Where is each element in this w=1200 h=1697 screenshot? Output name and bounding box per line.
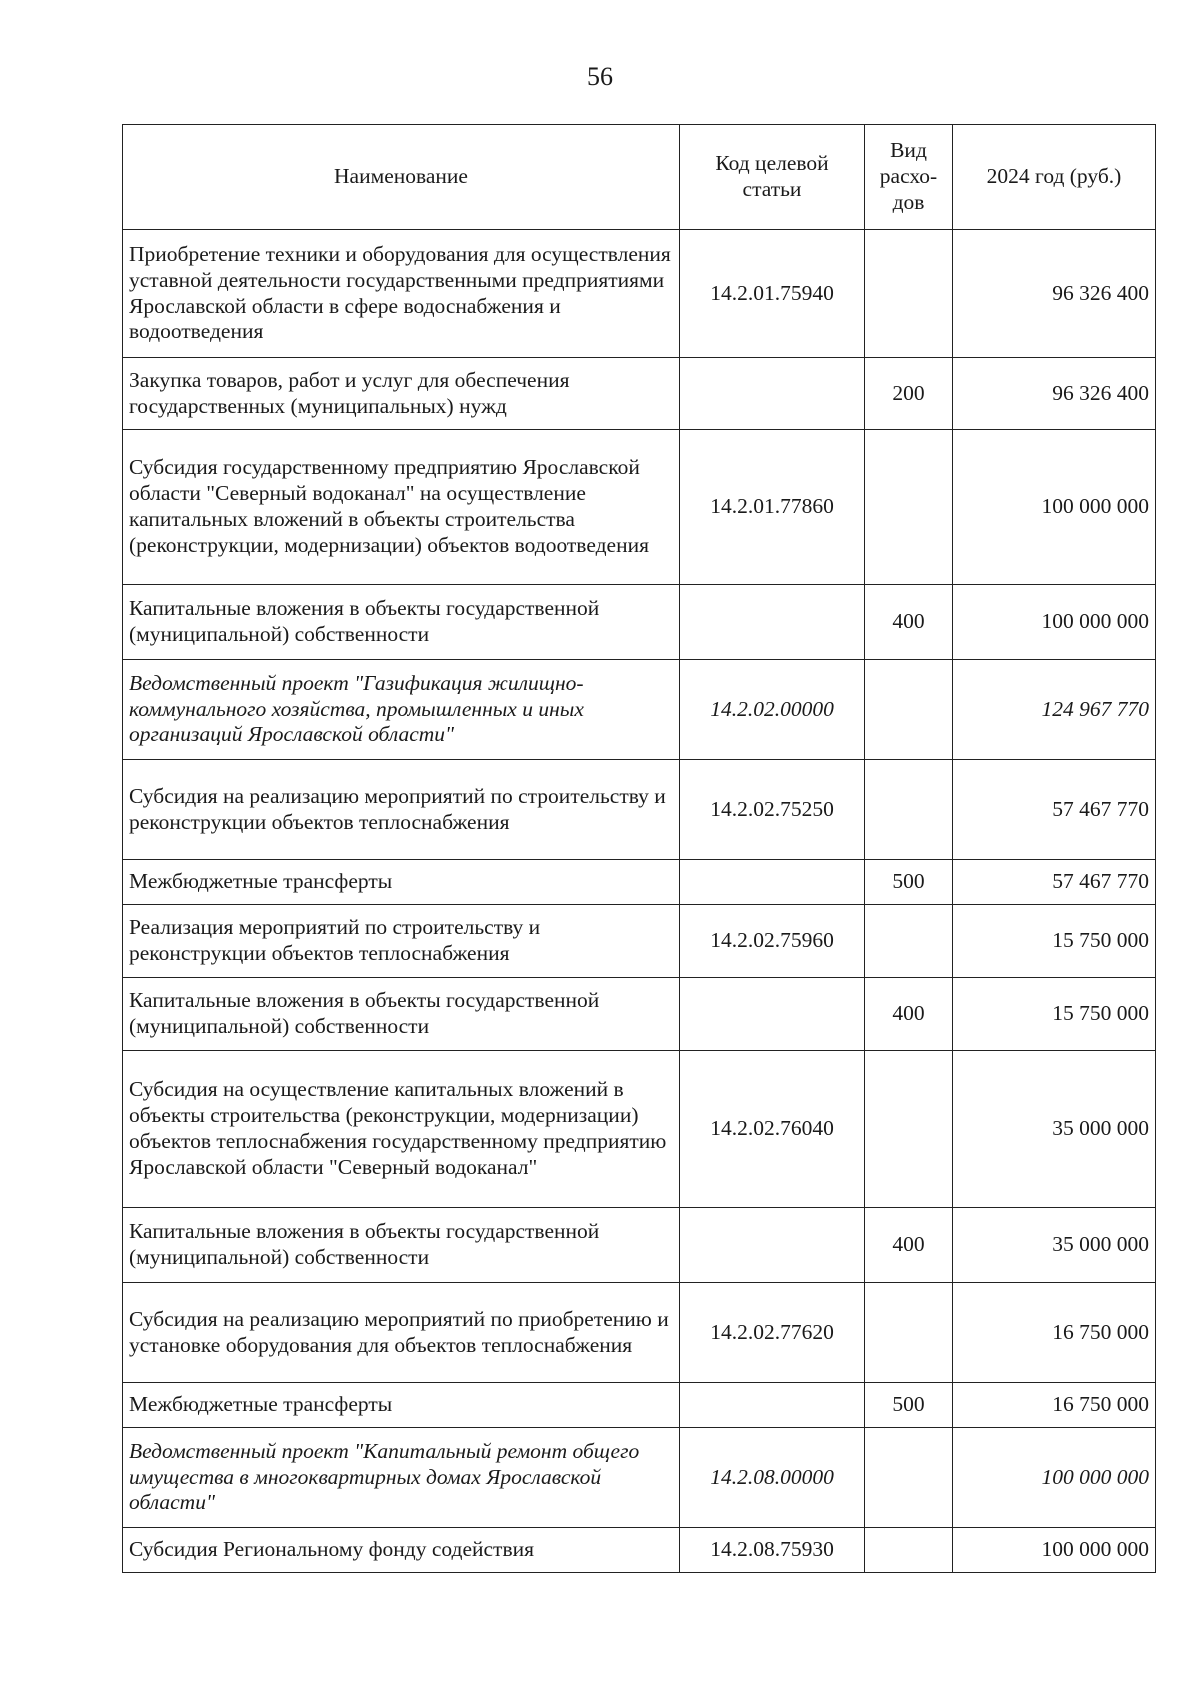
- budget-table: [122, 124, 1156, 1573]
- row-type: [865, 230, 953, 358]
- row-type: [865, 1528, 953, 1573]
- row-amount: 16 750 000: [953, 1283, 1156, 1383]
- row-type: 400: [865, 585, 953, 660]
- row-type: [865, 1283, 953, 1383]
- row-type: 400: [865, 1208, 953, 1283]
- row-type: 200: [865, 358, 953, 430]
- table-row: [123, 358, 1156, 430]
- row-name: Ведомственный проект "Капитальный ремонт общего имущества в многоквартирных домах Ярославской области": [123, 1428, 680, 1528]
- row-name: Капитальные вложения в объекты государственной (муниципальной) собственности: [123, 978, 680, 1051]
- row-name: Капитальные вложения в объекты государственной (муниципальной) собственности: [123, 585, 680, 660]
- row-type: [865, 660, 953, 760]
- table-row: [123, 978, 1156, 1051]
- row-code: 14.2.02.76040: [680, 1051, 865, 1208]
- row-name: Приобретение техники и оборудования для осуществления уставной деятельности государственными предприятиями Ярославской области в сфере водоснабжения и водоотведения: [123, 230, 680, 358]
- row-name: Реализация мероприятий по строительству и реконструкции объектов теплоснабжения: [123, 905, 680, 978]
- row-type: [865, 430, 953, 585]
- row-amount: 100 000 000: [953, 430, 1156, 585]
- table-row: [123, 585, 1156, 660]
- row-code: [680, 358, 865, 430]
- table-row: [123, 1051, 1156, 1208]
- row-code: 14.2.02.75250: [680, 760, 865, 860]
- row-name: Субсидия на осуществление капитальных вложений в объекты строительства (реконструкции, модернизации) объектов теплоснабжения государственному предприятию Ярославской области "Северный водоканал": [123, 1051, 680, 1208]
- table-row: [123, 230, 1156, 358]
- table-row: [123, 1528, 1156, 1573]
- row-code: [680, 1383, 865, 1428]
- row-amount: 96 326 400: [953, 358, 1156, 430]
- table-row: [123, 1283, 1156, 1383]
- table-row: [123, 905, 1156, 978]
- row-name: Субсидия на реализацию мероприятий по приобретению и установке оборудования для объектов теплоснабжения: [123, 1283, 680, 1383]
- row-code: 14.2.02.75960: [680, 905, 865, 978]
- row-amount: 57 467 770: [953, 760, 1156, 860]
- table-row: [123, 660, 1156, 760]
- row-code: 14.2.01.77860: [680, 430, 865, 585]
- row-amount: 15 750 000: [953, 978, 1156, 1051]
- row-name: Субсидия государственному предприятию Ярославской области "Северный водоканал" на осуществление капитальных вложений в объекты строительства (реконструкции, модернизации) объектов водоотведения: [123, 430, 680, 585]
- header-amount: 2024 год (руб.): [953, 125, 1156, 230]
- row-name: Закупка товаров, работ и услуг для обеспечения государственных (муниципальных) нужд: [123, 358, 680, 430]
- row-name: Субсидия на реализацию мероприятий по строительству и реконструкции объектов теплоснабжения: [123, 760, 680, 860]
- row-name: Межбюджетные трансферты: [123, 860, 680, 905]
- row-name: Ведомственный проект "Газификация жилищно-коммунального хозяйства, промышленных и иных организаций Ярославской области": [123, 660, 680, 760]
- row-amount: 124 967 770: [953, 660, 1156, 760]
- row-code: [680, 860, 865, 905]
- row-amount: 100 000 000: [953, 1528, 1156, 1573]
- table-row: [123, 1208, 1156, 1283]
- row-code: 14.2.01.75940: [680, 230, 865, 358]
- table-row: [123, 1383, 1156, 1428]
- header-name: Наименование: [123, 125, 680, 230]
- row-amount: 96 326 400: [953, 230, 1156, 358]
- page-number: 56: [587, 62, 613, 91]
- row-type: [865, 1428, 953, 1528]
- header-code: Код целевой статьи: [680, 125, 865, 230]
- row-amount: 16 750 000: [953, 1383, 1156, 1428]
- row-amount: 57 467 770: [953, 860, 1156, 905]
- row-code: 14.2.08.00000: [680, 1428, 865, 1528]
- row-amount: 35 000 000: [953, 1208, 1156, 1283]
- row-code: 14.2.02.77620: [680, 1283, 865, 1383]
- row-type: 400: [865, 978, 953, 1051]
- table-row: [123, 860, 1156, 905]
- row-code: 14.2.08.75930: [680, 1528, 865, 1573]
- row-type: [865, 760, 953, 860]
- table-row: [123, 760, 1156, 860]
- table-row: [123, 430, 1156, 585]
- row-name: Капитальные вложения в объекты государственной (муниципальной) собственности: [123, 1208, 680, 1283]
- row-code: 14.2.02.00000: [680, 660, 865, 760]
- row-type: 500: [865, 860, 953, 905]
- row-amount: 35 000 000: [953, 1051, 1156, 1208]
- row-type: 500: [865, 1383, 953, 1428]
- row-amount: 15 750 000: [953, 905, 1156, 978]
- row-code: [680, 1208, 865, 1283]
- row-amount: 100 000 000: [953, 585, 1156, 660]
- table-header-row: [123, 125, 1156, 230]
- row-amount: 100 000 000: [953, 1428, 1156, 1528]
- row-name: Субсидия Региональному фонду содействия: [123, 1528, 680, 1573]
- row-code: [680, 585, 865, 660]
- header-type: Вид расхо-дов: [865, 125, 953, 230]
- row-type: [865, 905, 953, 978]
- row-code: [680, 978, 865, 1051]
- row-type: [865, 1051, 953, 1208]
- row-name: Межбюджетные трансферты: [123, 1383, 680, 1428]
- table-row: [123, 1428, 1156, 1528]
